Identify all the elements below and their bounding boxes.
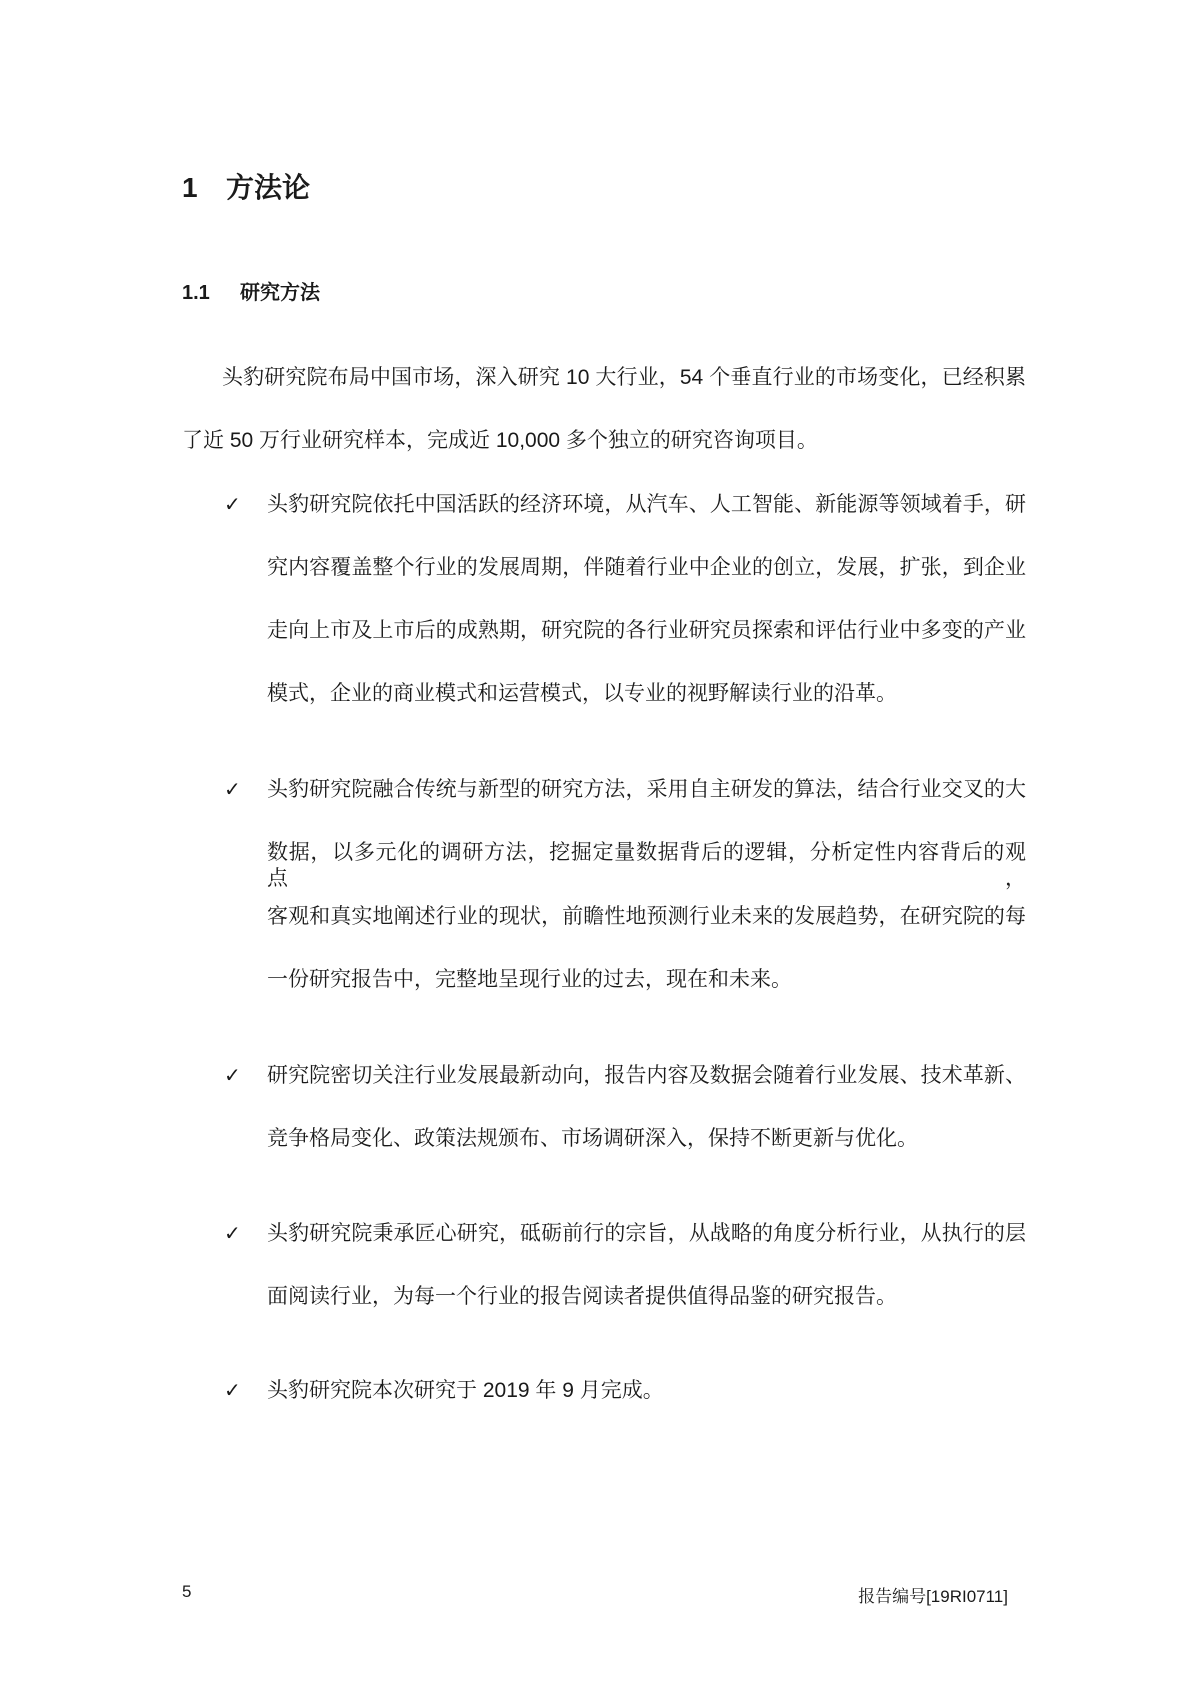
subsection-number: 1.1: [182, 282, 210, 304]
text-line: 数据，以多元化的调研方法，挖掘定量数据背后的逻辑，分析定性内容背后的观点，: [267, 841, 1026, 890]
text-line: 竞争格局变化、政策法规颁布、市场调研深入，保持不断更新与优化。: [267, 1127, 918, 1150]
text-line: 面阅读行业，为每一个行业的报告阅读者提供值得品鉴的研究报告。: [267, 1285, 897, 1308]
subsection-title: 研究方法: [240, 282, 320, 304]
check-icon: ✓: [224, 1223, 241, 1245]
section-title: 方法论: [226, 172, 311, 203]
check-icon: ✓: [224, 779, 241, 801]
text-line: 究内容覆盖整个行业的发展周期，伴随着行业中企业的创立，发展，扩张，到企业: [267, 556, 1026, 579]
text-line: 头豹研究院依托中国活跃的经济环境，从汽车、人工智能、新能源等领域着手，研: [267, 493, 1026, 516]
text-line: 头豹研究院融合传统与新型的研究方法，采用自主研发的算法，结合行业交叉的大: [267, 778, 1026, 801]
report-id: 报告编号[19RI0711]: [858, 1587, 1008, 1606]
section-heading: [182, 166, 310, 206]
text-line: 头豹研究院本次研究于 2019 年 9 月完成。: [267, 1379, 664, 1402]
text-line: 模式，企业的商业模式和运营模式，以专业的视野解读行业的沿革。: [267, 682, 897, 705]
text-line: 了近 50 万行业研究样本，完成近 10,000 多个独立的研究咨询项目。: [182, 429, 818, 452]
text-line: 一份研究报告中，完整地呈现行业的过去，现在和未来。: [267, 968, 792, 991]
check-icon: ✓: [224, 1065, 241, 1087]
page-number: 5: [182, 1582, 192, 1601]
check-icon: ✓: [224, 1380, 241, 1402]
section-number: 1: [182, 172, 198, 203]
subsection-heading: [182, 276, 320, 305]
check-icon: ✓: [224, 494, 241, 516]
text-line: 客观和真实地阐述行业的现状，前瞻性地预测行业未来的发展趋势，在研究院的每: [267, 905, 1026, 928]
text-line: 头豹研究院秉承匠心研究，砥砺前行的宗旨，从战略的角度分析行业，从执行的层: [267, 1222, 1026, 1245]
text-line: 走向上市及上市后的成熟期，研究院的各行业研究员探索和评估行业中多变的产业: [267, 619, 1026, 642]
text-line: 头豹研究院布局中国市场，深入研究 10 大行业，54 个垂直行业的市场变化，已经积累: [222, 366, 1026, 389]
text-line: 研究院密切关注行业发展最新动向，报告内容及数据会随着行业发展、技术革新、: [267, 1064, 1026, 1087]
